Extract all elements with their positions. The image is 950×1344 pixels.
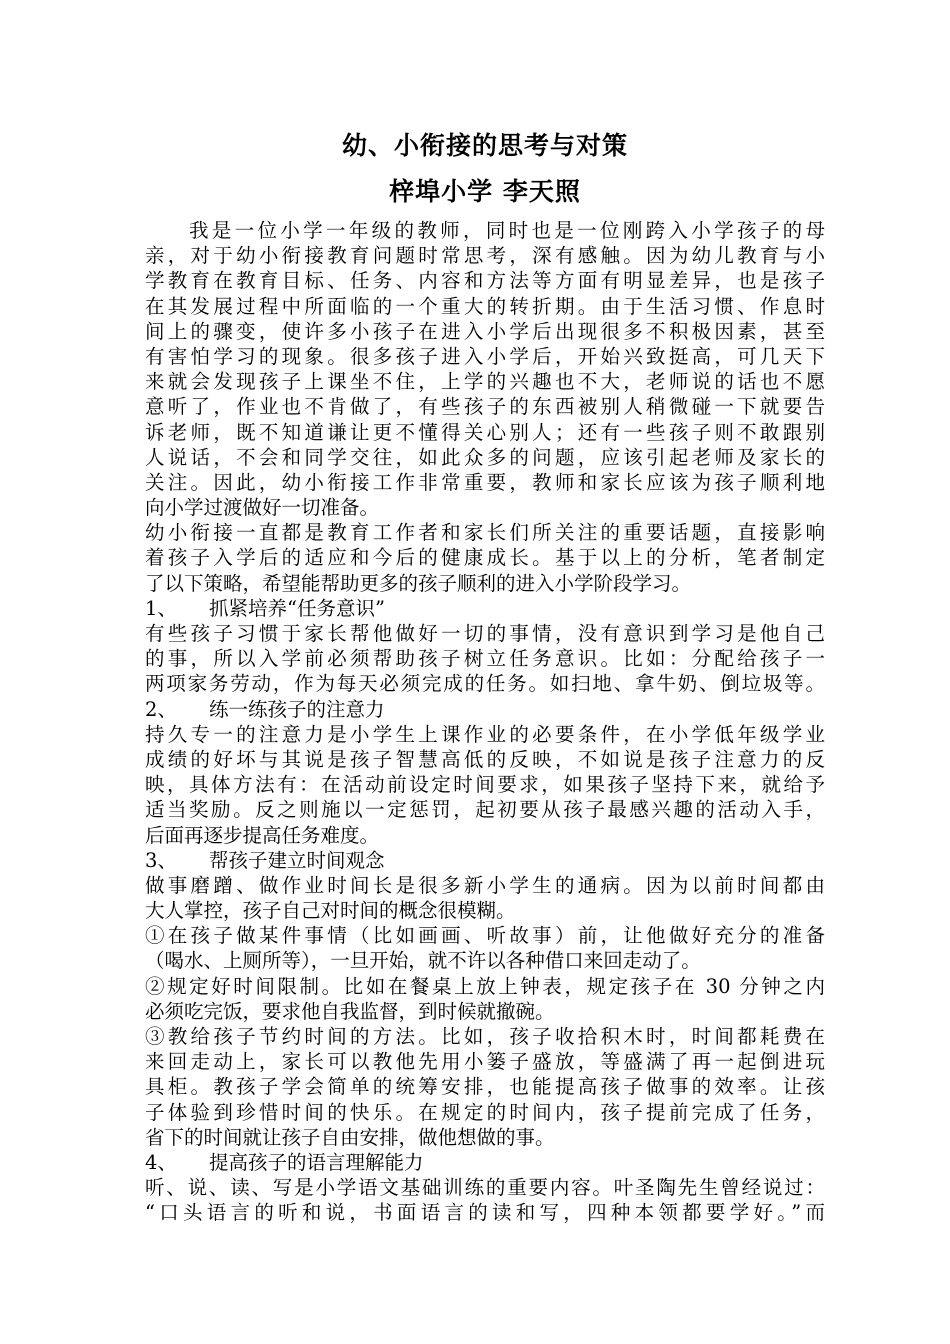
section-heading-text: 练一练孩子的注意力 — [209, 697, 385, 721]
text-line: 必须吃完饭，要求他自我监督，到时候就撤碗。 — [145, 999, 555, 1023]
text-line: 在其发展过程中所面临的一个重大的转折期。由于生活习惯、作息时 — [145, 294, 825, 318]
section-number: 3、 — [145, 848, 177, 872]
section-number: 1、 — [145, 596, 177, 620]
paragraph-strategy-intro — [145, 520, 825, 596]
text-line: （喝水、上厕所等），一旦开始，就不许以各种借口来回走动了。 — [145, 949, 701, 973]
document-title: 幼、小衔接的思考与对策 — [341, 131, 628, 160]
section-heading — [145, 848, 825, 873]
text-line: 大人掌控，孩子自己对时间的概念很模糊。 — [145, 899, 516, 923]
text-line: 诉老师，既不知道谦让更不懂得关心别人；还有一些孩子则不敢跟别 — [145, 420, 825, 444]
text-line: 向小学过渡做好一切准备。 — [145, 496, 380, 520]
document-page — [145, 128, 825, 1226]
text-line: ①在孩子做某件事情（比如画画、听故事）前，让他做好充分的准备 — [145, 924, 825, 948]
document-body — [145, 218, 825, 1226]
section-3 — [145, 848, 825, 1150]
text-line: 后面再逐步提高任务难度。 — [145, 823, 380, 847]
section-heading — [145, 697, 825, 722]
text-line: 意听了，作业也不肯做了，有些孩子的东西被别人稍微碰一下就要告 — [145, 395, 825, 419]
section-heading — [145, 1150, 825, 1175]
text-line: 了以下策略，希望能帮助更多的孩子顺利的进入小学阶段学习。 — [145, 571, 692, 595]
section-heading-text: 抓紧培养“任务意识” — [209, 596, 385, 620]
text-line: ③教给孩子节约时间的方法。比如，孩子收拾积木时，时间都耗费在 — [145, 1025, 825, 1048]
section-heading-text: 提高孩子的语言理解能力 — [209, 1150, 424, 1174]
text-line: 着孩子入学后的适应和今后的健康成长。基于以上的分析，笔者制定 — [145, 546, 825, 570]
section-number: 2、 — [145, 697, 177, 721]
text-line: “口头语言的听和说，书面语言的读和写，四种本领都要学好。”而 — [145, 1201, 825, 1225]
text-line: 两项家务劳动，作为每天必须完成的任务。如扫地、拿牛奶、倒垃圾等。 — [145, 672, 825, 696]
section-heading-text: 帮孩子建立时间观念 — [209, 848, 385, 872]
text-line: 来回走动上，家长可以教他先用小篓子盛放，等盛满了再一起倒进玩 — [145, 1050, 825, 1074]
text-line: 持久专一的注意力是小学生上课作业的必要条件，在小学低年级学业 — [145, 722, 825, 746]
text-line: 的事，所以入学前必须帮助孩子树立任务意识。比如：分配给孩子一 — [145, 647, 825, 671]
section-1 — [145, 596, 825, 697]
text-line: 关注。因此，幼小衔接工作非常重要，教师和家长应该为孩子顺利地 — [145, 470, 825, 494]
text-line: 听、说、读、写是小学语文基础训练的重要内容。叶圣陶先生曾经说过： — [145, 1176, 825, 1200]
text-line: 做事磨蹭、做作业时间长是很多新小学生的通病。因为以前时间都由 — [145, 873, 825, 897]
text-line: 具柜。教孩子学会简单的统筹安排，也能提高孩子做事的效率。让孩 — [145, 1075, 825, 1099]
section-2 — [145, 697, 825, 848]
text-line: 我是一位小学一年级的教师，同时也是一位刚跨入小学孩子的母 — [189, 219, 825, 242]
text-line: 学教育在教育目标、任务、内容和方法等方面有明显差异，也是孩子 — [145, 269, 825, 293]
section-number: 4、 — [145, 1150, 177, 1174]
text-line: 来就会发现孩子上课坐不住，上学的兴趣也不大，老师说的话也不愿 — [145, 370, 825, 394]
text-line: 人说话，不会和同学交往，如此众多的问题，应该引起老师及家长的 — [145, 445, 825, 469]
text-line: 适当奖励。反之则施以一定惩罚，起初要从孩子最感兴趣的活动入手， — [145, 798, 825, 822]
document-subtitle: 梓埠小学 李天照 — [389, 177, 581, 206]
paragraph-intro — [145, 218, 825, 520]
section-4 — [145, 1150, 825, 1226]
text-line: 省下的时间就让孩子自由安排，做他想做的事。 — [145, 1125, 555, 1149]
text-line: 成绩的好坏与其说是孩子智慧高低的反映，不如说是孩子注意力的反 — [145, 747, 825, 771]
text-line: 有害怕学习的现象。很多孩子进入小学后，开始兴致挺高，可几天下 — [145, 344, 825, 368]
text-line: 有些孩子习惯于家长帮他做好一切的事情，没有意识到学习是他自己 — [145, 622, 825, 645]
text-line: 幼小衔接一直都是教育工作者和家长们所关注的重要话题，直接影响 — [145, 521, 825, 545]
text-line: ②规定好时间限制。比如在餐桌上放上钟表，规定孩子在 30 分钟之内 — [145, 974, 825, 998]
section-heading — [145, 596, 825, 621]
text-line: 映，具体方法有：在活动前设定时间要求，如果孩子坚持下来，就给予 — [145, 773, 825, 797]
text-line: 亲，对于幼小衔接教育问题时常思考，深有感触。因为幼儿教育与小 — [145, 244, 825, 268]
text-line: 间上的骤变，使许多小孩子在进入小学后出现很多不积极因素，甚至 — [145, 319, 825, 343]
text-line: 子体验到珍惜时间的快乐。在规定的时间内，孩子提前完成了任务， — [145, 1100, 825, 1124]
